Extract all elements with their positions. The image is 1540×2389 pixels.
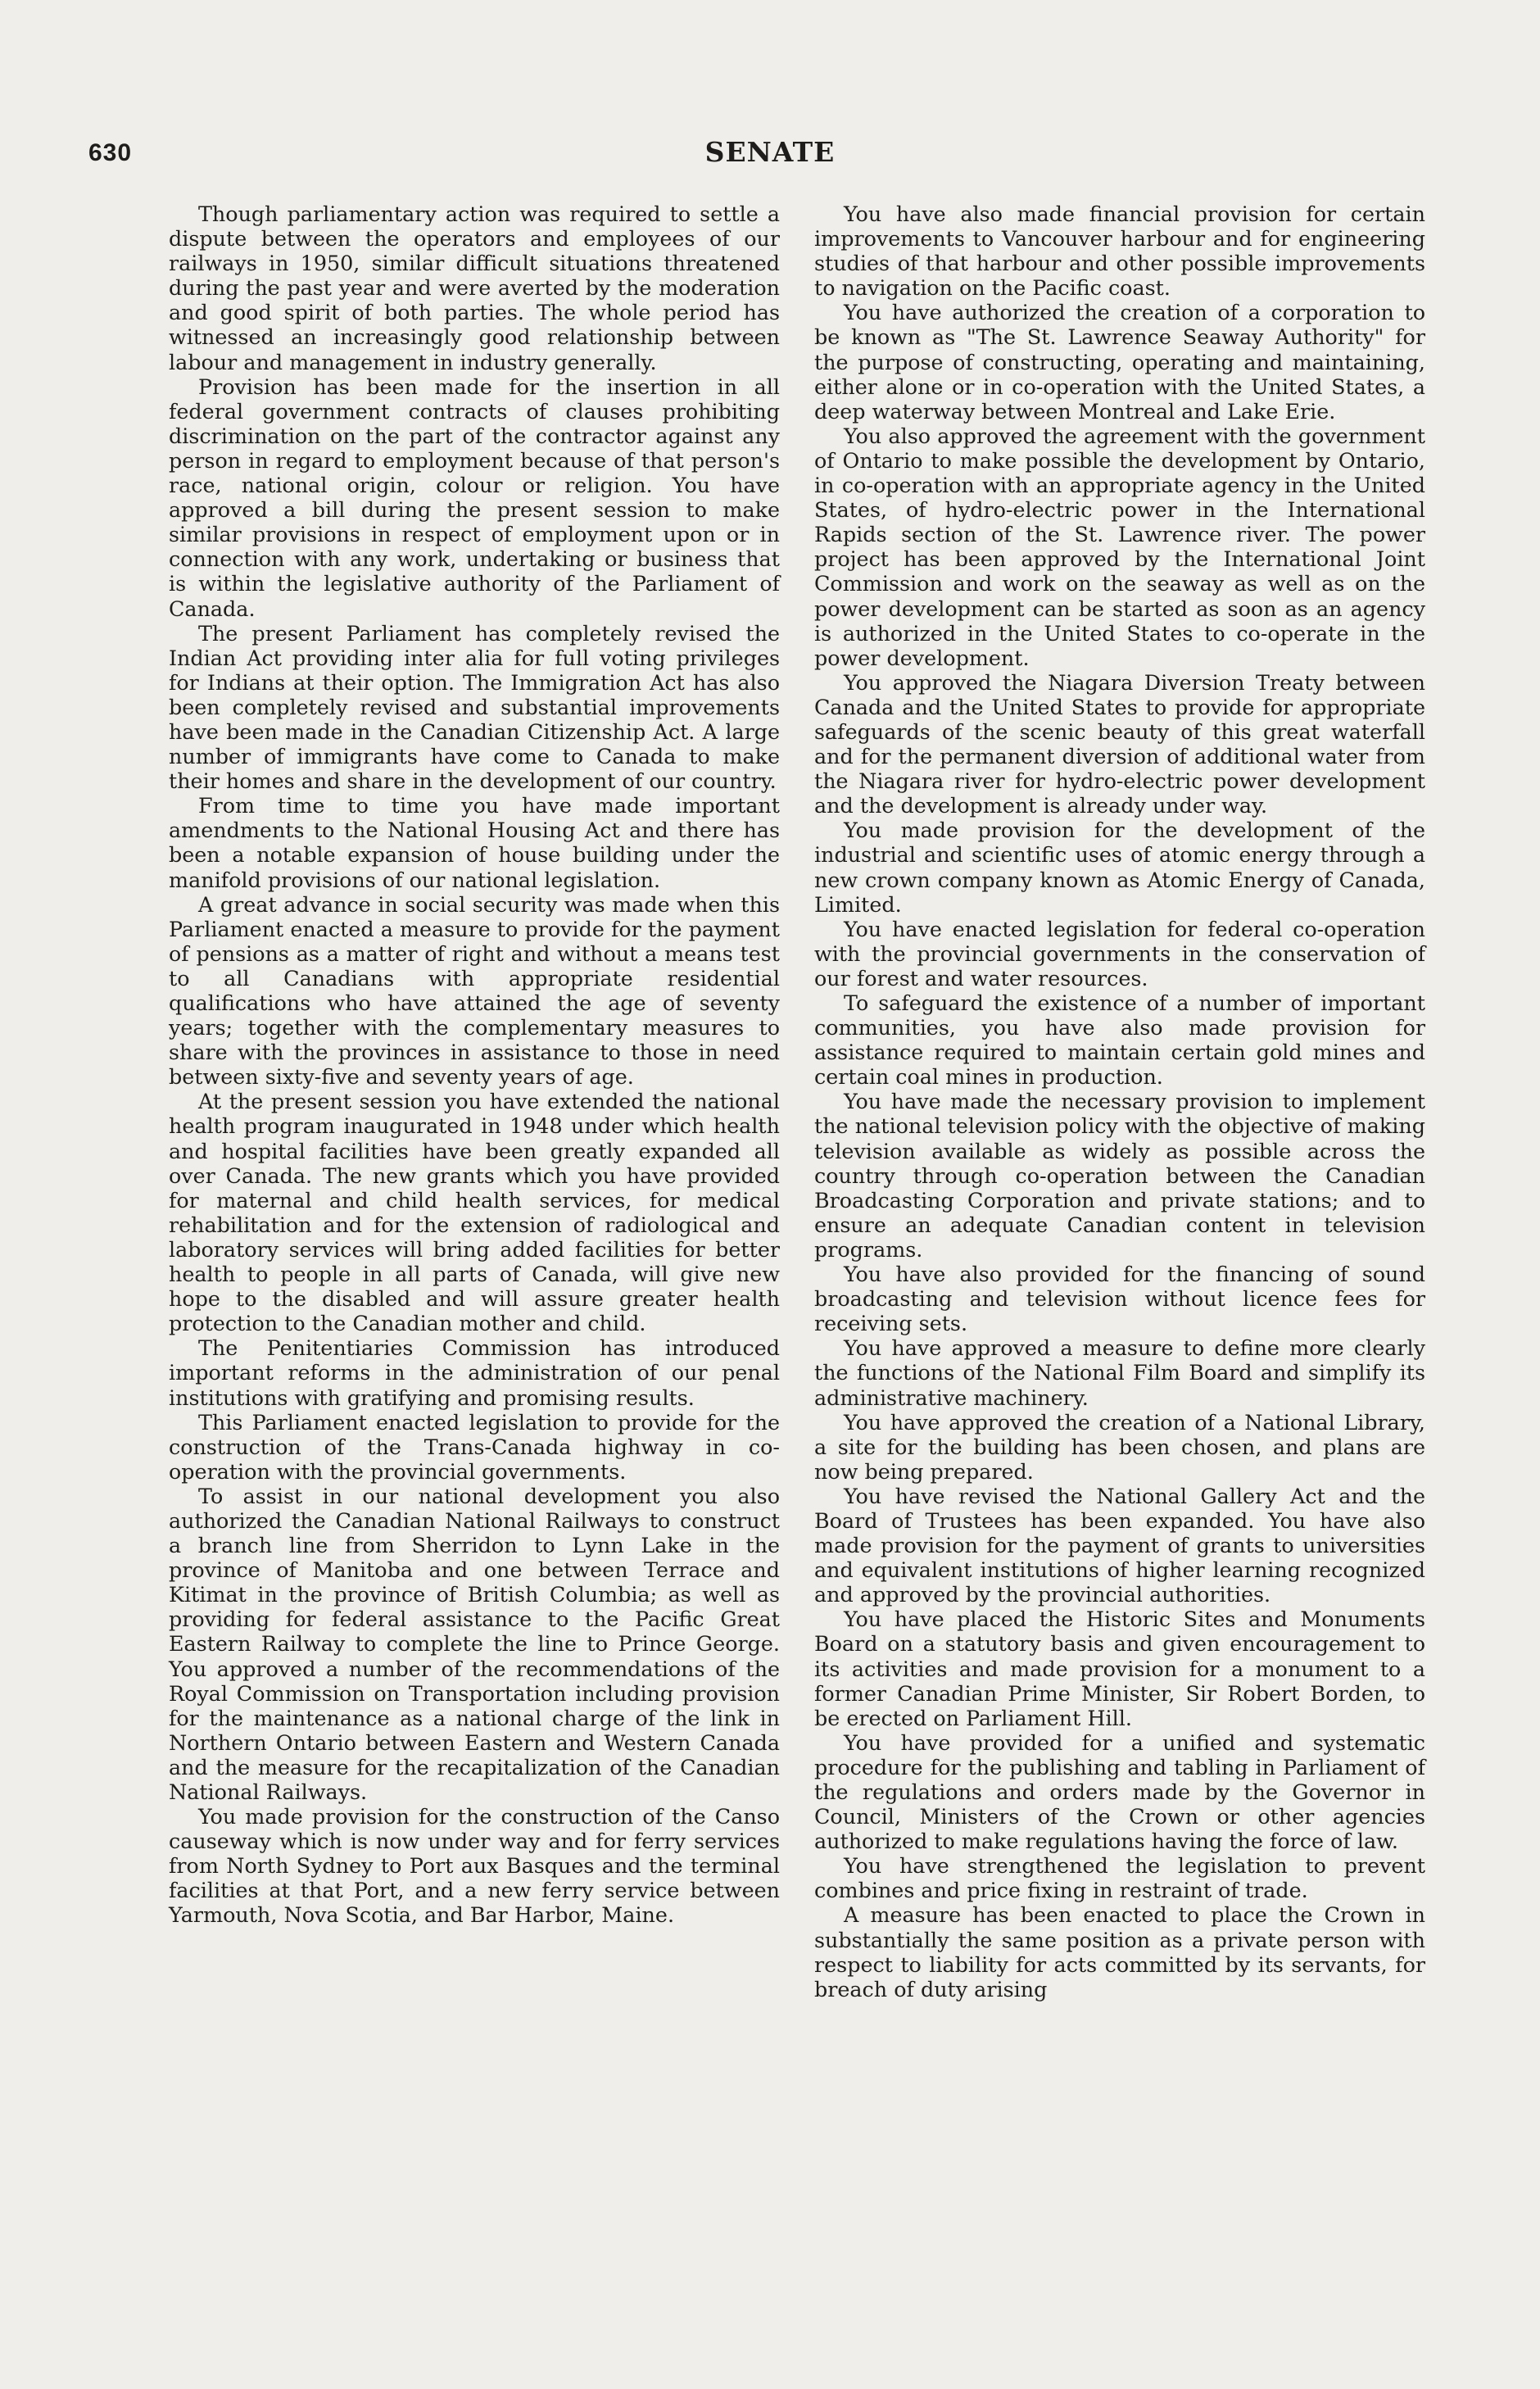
paragraph: You made provision for the construction of the Canso causeway which is now under way and for ferry services from North Sydney to Port aux Basques and the terminal facilities at that Port, and a new ferry service between Yarmouth, Nova Scotia, and Bar Harbor, Maine. bbox=[169, 1804, 780, 1928]
paragraph: This Parliament enacted legislation to provide for the construction of the Trans-Canada highway in co-operation with the provincial governments. bbox=[169, 1409, 780, 1484]
page-number: 630 bbox=[88, 139, 133, 166]
paragraph: You have revised the National Gallery Act and the Board of Trustees has been expanded. You have also made provision for the payment of grants to universities and equivalent institutions of higher learning recognized and approved by the provincial authorities. bbox=[814, 1483, 1425, 1607]
paragraph: From time to time you have made important amendments to the National Housing Act and there has been a notable expansion of house building under the manifold provisions of our national legislation. bbox=[169, 793, 780, 892]
paragraph: You have approved a measure to define more clearly the functions of the National Film Board and simplify its administrative machinery. bbox=[814, 1335, 1425, 1410]
left-column bbox=[169, 202, 780, 1928]
paragraph: You have approved the creation of a National Library, a site for the building has been chosen, and plans are now being prepared. bbox=[814, 1409, 1425, 1484]
paragraph: You have strengthened the legislation to prevent combines and price fixing in restraint of trade. bbox=[814, 1853, 1425, 1903]
paragraph: Though parliamentary action was required to settle a dispute between the operators and employees of our railways in 1950, similar difficult situations threatened during the past year and were averted by the moderation and good spirit of both parties. The whole period has witnessed an increasingly good relationship between labour and management in industry generally. bbox=[169, 202, 780, 374]
paragraph: A great advance in social security was made when this Parliament enacted a measure to provide for the payment of pensions as a matter of right and without a means test to all Canadians with appropriate residential qualifications who have attained the age of seventy years; together with the complementary measures to share with the provinces in assistance to those in need between sixty-five and seventy years of age. bbox=[169, 891, 780, 1090]
paragraph: You made provision for the development of the industrial and scientific uses of atomic energy through a new crown company known as Atomic Energy of Canada, Limited. bbox=[814, 818, 1425, 917]
right-column bbox=[814, 202, 1425, 2001]
paragraph: You also approved the agreement with the government of Ontario to make possible the development by Ontario, in co-operation with an appropriate agency in the United States, of hydro-electric power in the International Rapids section of the St. Lawrence river. The power project has been approved by the International Joint Commission and work on the seaway as well as on the power development can be started as soon as an agency is authorized in the United States to co-operate in the power development. bbox=[814, 423, 1425, 670]
paragraph: You have provided for a unified and systematic procedure for the publishing and tabling in Parliament of the regulations and orders made by the Governor in Council, Ministers of the Crown or other agencies authorized to make regulations having the force of law. bbox=[814, 1729, 1425, 1854]
paragraph: You have also made financial provision for certain improvements to Vancouver harbour and for engineering studies of that harbour and other possible improvements to navigation on the Pacific coast. bbox=[814, 202, 1425, 301]
paragraph: To safeguard the existence of a number of important communities, you have also made provision for assistance required to maintain certain gold mines and certain coal mines in production. bbox=[814, 991, 1425, 1090]
paragraph: You have placed the Historic Sites and Monuments Board on a statutory basis and given encouragement to its activities and made provision for a monument to a former Canadian Prime Minister, Sir Robert Borden, to be erected on Parliament Hill. bbox=[814, 1607, 1425, 1730]
paragraph: The present Parliament has completely revised the Indian Act providing inter alia for full voting privileges for Indians at their option. The Immigration Act has also been completely revised and substantial improvements have been made in the Canadian Citizenship Act. A large number of immigrants have come to Canada to make their homes and share in the development of our country. bbox=[169, 620, 780, 794]
paragraph: Provision has been made for the insertion in all federal government contracts of clauses prohibiting discrimination on the part of the contractor against any person in regard to employment because of that person's race, national origin, colour or religion. You have approved a bill during the present session to make similar provisions in respect of employment upon or in connection with any work, undertaking or business that is within the legislative authority of the Parliament of Canada. bbox=[169, 374, 780, 621]
paragraph: A measure has been enacted to place the Crown in substantially the same position as a private person with respect to liability for acts committed by its servants, for breach of duty arising bbox=[814, 1902, 1425, 2001]
paragraph: You have authorized the creation of a corporation to be known as "The St. Lawrence Seaway Authority" for the purpose of constructing, operating and maintaining, either alone or in co-operation with the United States, a deep waterway between Montreal and Lake Erie. bbox=[814, 300, 1425, 424]
paragraph: At the present session you have extended the national health program inaugurated in 1948 under which health and hospital facilities have been greatly expanded all over Canada. The new grants which you have provided for maternal and child health services, for medical rehabilitation and for the extension of radiological and laboratory services will bring added facilities for better health to people in all parts of Canada, will give new hope to the disabled and will assure greater health protection to the Canadian mother and child. bbox=[169, 1089, 780, 1336]
paragraph: You have also provided for the financing of sound broadcasting and television without licence fees for receiving sets. bbox=[814, 1262, 1425, 1336]
page-title: SENATE bbox=[704, 136, 836, 168]
paragraph: You approved the Niagara Diversion Treaty between Canada and the United States to provide for appropriate safeguards of the scenic beauty of this great waterfall and for the permanent diversion of additional water from the Niagara river for hydro-electric power development and the development is already under way. bbox=[814, 669, 1425, 818]
paragraph: To assist in our national development you also authorized the Canadian National Railways to construct a branch line from Sherridon to Lynn Lake in the province of Manitoba and one between Terrace and Kitimat in the province of British Columbia; as well as providing for federal assistance to the Pacific Great Eastern Railway to complete the line to Prince George. You approved a number of the recommendations of the Royal Commission on Transportation including provision for the maintenance as a national charge of the link in Northern Ontario between Eastern and Western Canada and the measure for the recapitalization of the Canadian National Railways. bbox=[169, 1483, 780, 1804]
paragraph: You have made the necessary provision to implement the national television policy with the objective of making television available as widely as possible across the country through co-operation between the Canadian Broadcasting Corporation and private stations; and to ensure an adequate Canadian content in television programs. bbox=[814, 1089, 1425, 1262]
paragraph: You have enacted legislation for federal co-operation with the provincial governments in the conservation of our forest and water resources. bbox=[814, 916, 1425, 991]
paragraph: The Penitentiaries Commission has introduced important reforms in the administration of our penal institutions with gratifying and promising results. bbox=[169, 1335, 780, 1410]
